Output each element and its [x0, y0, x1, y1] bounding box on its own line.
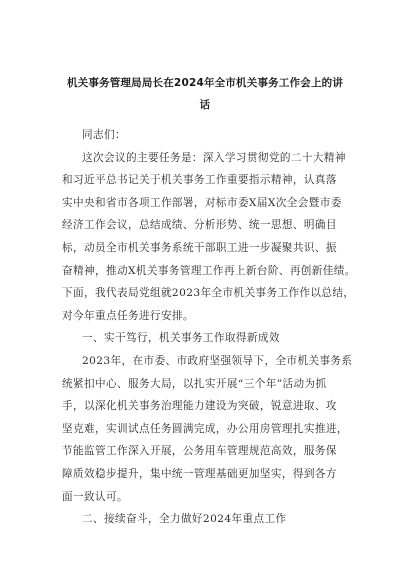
- paragraph-2-line-4: 坚克难，实训试点任务圆满完成，办公用房管理扎实推进，: [62, 422, 348, 435]
- paragraph-2-line-6: 障质效稳步提升，集中统一管理基础更加坚实，得到各方: [62, 467, 337, 480]
- paragraph-2-line-3: 手，以深化机关事务治理能力建设为突破，锐意进取、攻: [62, 400, 337, 413]
- paragraph-2-line-2: 统紧扣中心、服务大局，以扎实开展“三个年”活动为抓: [62, 377, 327, 390]
- title-line-2: 话: [199, 99, 211, 111]
- paragraph-1-line-2: 和习近平总书记关于机关事务工作重要指示精神，认真落: [62, 174, 337, 187]
- paragraph-1-line-5: 标，动员全市机关事务系统干部职工进一步凝聚共识、振: [62, 241, 337, 254]
- document-title: [52, 72, 358, 116]
- paragraph-1-line-8: 对今年重点任务进行安排。: [62, 309, 194, 322]
- paragraph-1-line-6: 奋精神，推动X机关事务管理工作再上新台阶、再创新佳绩。: [62, 264, 356, 277]
- paragraph-2-line-7: 面一致认可。: [62, 490, 128, 503]
- title-line-1: 机关事务管理局局长在2024年全市机关事务工作会上的讲: [66, 77, 344, 89]
- paragraph-2-line-1: 2023年，在市委、市政府坚强领导下，全市机关事务系: [82, 354, 353, 367]
- paragraph-1-line-7: 下面，我代表局党组就2023年全市机关事务工作作以总结，: [62, 287, 355, 300]
- paragraph-2-line-5: 节能监管工作深入开展，公务用车管理规范高效，服务保: [62, 445, 337, 458]
- section-heading-1: 一、实干笃行，机关事务工作取得新成效: [82, 332, 280, 345]
- paragraph-1-line-4: 经济工作会议，总结成绩、分析形势、统一思想、明确目: [62, 219, 337, 232]
- salutation: 同志们：: [82, 129, 126, 141]
- document-body: [62, 124, 362, 531]
- paragraph-1-line-1: 这次会议的主要任务是：深入学习贯彻党的二十大精神: [82, 151, 346, 164]
- section-heading-2: 二、接续奋斗，全力做好2024年重点工作: [82, 513, 287, 526]
- paragraph-1-line-3: 实中央和省市各项工作部署，对标市委X届X次全会暨市委: [62, 196, 342, 209]
